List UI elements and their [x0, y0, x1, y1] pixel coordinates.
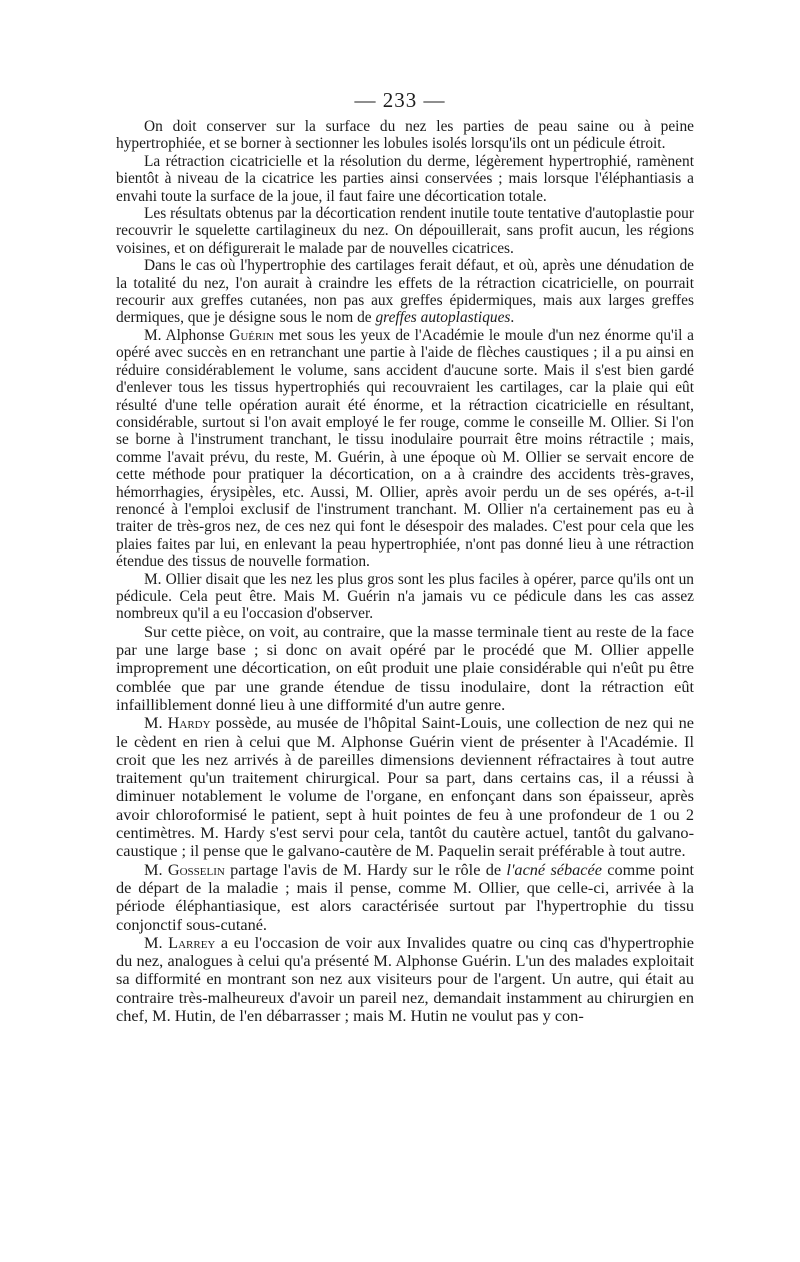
text-run: Sur cette pièce, on voit, au contraire, que la masse terminale tient au reste de la face par une large base ; si donc on avait opéré par le procédé que M. Ollier appelle improprement une décortication, on eût produit une plaie considérable qui n'eût pu être comblée que par une grande étendue de tissu inodulaire, dont la rétraction eût infailliblement donné lieu à une difformité d'un autre genre. — [116, 621, 694, 714]
paragraph — [116, 934, 694, 1025]
text-run: M. Ollier disait que les nez les plus gros sont les plus faciles à opérer, parce qu'ils ont un pédicule. Cela peut être. Mais M. Guérin n'a jamais vu ce pédicule dans les cas assez nombreux qu'il a eu l'occasion d'observer. — [116, 570, 694, 623]
page-number: — 233 — — [354, 88, 446, 112]
paragraph — [116, 714, 694, 860]
paragraph — [116, 118, 694, 153]
text-run: M. Alphonse — [144, 326, 230, 344]
author-name: Hardy — [167, 713, 211, 733]
text-run: M. — [144, 859, 168, 879]
text-run: M. — [144, 932, 169, 952]
text-run: Dans le cas où l'hypertrophie des cartilages ferait défaut, et où, après une dénudation de la totalité du nez, l'on aurait à craindre les effets de la rétraction cicatricielle, on pourrait recourir aux greffes cutanées, non pas aux greffes épidermiques, mais aux larges greffes dermiques, que je désigne sous le nom de — [116, 257, 694, 327]
text-run: Les résultats obtenus par la décortication rendent inutile toute tentative d'autoplastie pour recouvrir le squelette cartilagineux du nez. On dépouillerait, sans profit aucun, les régions voisines, et on défigurerait le malade par de nouvelles cicatrices. — [116, 205, 694, 257]
author-name: Guérin — [229, 326, 274, 344]
author-name: Larrey — [168, 932, 216, 952]
paragraph — [116, 623, 694, 714]
paragraph — [116, 205, 694, 257]
text-run: possède, au musée de l'hôpital Saint-Louis, une collection de nez qui ne le cèdent en rien à celui que M. Alphonse Guérin vient de présenter à l'Académie. Il croit que les nez arrivés à de pareilles dimensions deviennent réfractaires à tout autre traitement qu'un traitement chirurgical. Pour sa part, dans certains cas, il a réussi à diminuer notablement le volume de l'organe, en enfonçant dans son épaisseur, après avoir chloroformisé le patient, sept à huit pointes de feu à une profondeur de 1 ou 2 centimètres. M. Hardy s'est servi pour cela, tantôt du cautère actuel, tantôt du galvano-caustique ; il pense que le galvano-cautère de M. Paquelin serait préférable à tout autre. — [116, 713, 694, 861]
text-run: comme point de départ de la maladie ; mais il pense, comme M. Ollier, que celle-ci, arrivée à la période éléphantiasique, est alors caractérisée surtout par l'hypertrophie du tissu conjonctif sous-cutané. — [116, 859, 694, 934]
paragraph — [116, 571, 694, 623]
italic-term: greffes autoplastiques — [375, 309, 511, 327]
text-run: . — [510, 309, 515, 327]
text-run: met sous les yeux de l'Académie le moule d'un nez énorme qu'il a opéré avec succès en en retranchant une partie à l'aide de flèches caustiques ; il a pu ainsi en réduire considérablement le volume, sans accident d'aucune sorte. Mais il s'est bien gardé d'enlever tous les tissus hypertrophiés qui recouvraient les cartilages, car la plaie qui eût résulté d'une telle opération aurait été énorme, et la rétraction cicatricielle en résultant, considérable, surtout si l'on avait employé le fer rouge, comme le conseille M. Ollier. Si l'on se borne à l'instrument tranchant, le tissu inodulaire pourrait être moins rétractile ; mais, comme l'avait prévu, du reste, M. Guérin, à une époque où M. Ollier se servait encore de cette méthode pour pratiquer la décortication, on a à craindre des accidents très-graves, hémorrhagies, érysipèles, etc. Aussi, M. Ollier, après avoir perdu un de ses opérés, a-t-il renoncé à l'emploi exclusif de l'instrument tranchant. M. Ollier n'a certainement pas eu à traiter de très-gros nez, de ces nez qui font le désespoir des malades. C'est pour cela que les plaies faites par lui, en enlevant la peau hypertrophiée, n'ont pas donné lieu à une rétraction étendue des tissus de nouvelle formation. — [116, 326, 694, 571]
paragraph — [116, 861, 694, 934]
paragraph — [116, 257, 694, 327]
body-text — [116, 118, 694, 1025]
text-run: partage l'avis de M. Hardy sur le rôle de — [224, 859, 507, 879]
paragraph — [116, 153, 694, 205]
text-run: La rétraction cicatricielle et la résolution du derme, légèrement hypertrophié, ramènent bientôt à niveau de la cicatrice les parties ainsi conservées ; mais lorsque l'éléphantiasis a envahi toute la surface de la joue, il faut faire une décortication totale. — [116, 152, 694, 205]
text-run: On doit conserver sur la surface du nez les parties de peau saine ou à peine hypertrophiée, et se borner à sectionner les lobules isolés lorsqu'ils ont un pédicule étroit. — [116, 118, 694, 153]
paragraph — [116, 327, 694, 571]
text-run: M. — [144, 713, 168, 733]
author-name: Gosselin — [167, 859, 225, 879]
text-run: a eu l'occasion de voir aux Invalides quatre ou cinq cas d'hypertrophie du nez, analogues à celui qu'a présenté M. Alphonse Guérin. L'un des malades exploitait sa difformité en montrant son nez aux visiteurs pour de l'argent. Un autre, qui était au contraire très-malheureux d'avoir un pareil nez, demandait instamment au chirurgien en chef, M. Hutin, de l'en débarrasser ; mais M. Hutin ne voulut pas y con- — [116, 932, 694, 1026]
italic-term: l'acné sébacée — [506, 859, 602, 879]
